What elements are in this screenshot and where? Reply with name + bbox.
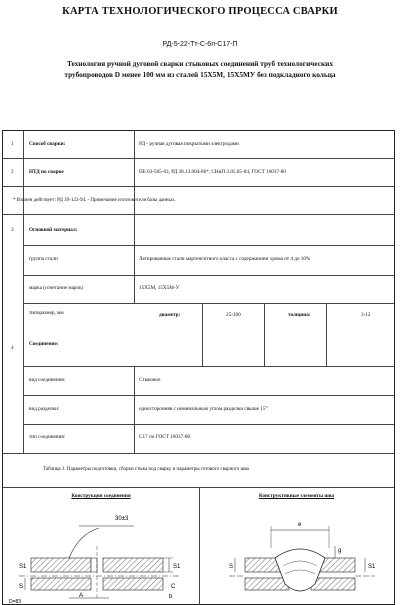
thickness-value: 3-12 — [361, 312, 371, 318]
footnote: * Взамен действует: РД 39-122-94. - Примечание изготовителя базы данных. — [13, 198, 176, 203]
col-divider — [264, 303, 265, 366]
col-divider — [134, 131, 135, 303]
row-divider — [23, 395, 394, 396]
diameter-value: 25-100 — [226, 312, 241, 318]
col-divider — [134, 366, 135, 453]
weld-method-value: РД - ручная дуговая покрытыми электродами — [139, 141, 239, 147]
row-number: 3 — [11, 227, 14, 233]
col-divider — [202, 303, 203, 366]
left-panel-title: Конструкция соединения — [71, 493, 131, 499]
weld-elements-drawing — [205, 506, 391, 604]
technology-line-2: трубопроводов D менее 100 мм из сталей 15Х5М, 15Х5МУ без подкладного кольца — [64, 70, 336, 79]
steel-group-label: группа стали — [29, 256, 58, 262]
edge-prep-value: односторонняя с номинальным углом разделки свыше 15° — [139, 406, 268, 412]
ntd-value: ПБ 03-585-03, РД 38.13.004-86*, СНиП 3.05.05-84, ГОСТ 16037-80 — [139, 169, 286, 175]
row-divider — [23, 275, 394, 276]
g-label: g — [338, 548, 342, 554]
col-divider — [199, 487, 200, 605]
joint-construction-drawing — [9, 506, 195, 604]
row-number: 4 — [11, 345, 14, 351]
row-divider — [3, 186, 394, 187]
joint-mark-label: тип соединения: — [29, 434, 66, 440]
weld-method-label: Способ сварки: — [29, 141, 66, 147]
row-divider — [3, 214, 394, 215]
steel-grade-value: 15Х5М, 15Х5М-У — [139, 285, 180, 291]
base-material-label: Основной материал: — [29, 227, 78, 233]
technology-line-1: Технология ручной дуговой сварки стыковых соединений труб технологических — [66, 59, 334, 68]
row-divider — [23, 366, 394, 367]
joint-label: Соединение: — [29, 341, 59, 347]
row-divider — [23, 303, 394, 304]
document-code: РД-5-22-Тт-С-6п-С17-П — [162, 41, 238, 48]
c-label: C — [171, 584, 176, 590]
right-panel-title: Конструктивные элементы шва — [258, 493, 335, 499]
technology-description — [4, 58, 396, 80]
size-label: типоразмер, мм — [29, 310, 64, 316]
s-left-label: S — [19, 584, 24, 590]
s1-right-dim-label: S1 — [173, 564, 181, 570]
bevel-dimension-label: 30±3 — [115, 516, 129, 522]
s1-left-label: S1 — [19, 564, 27, 570]
s-right-label: S — [229, 564, 234, 570]
steel-group-value: Легированные стали мартенситного класса с содержанием хрома от 4 до 10% — [139, 256, 311, 262]
joint-type-label: вид соединения: — [29, 377, 66, 383]
diameter-label: диаметр: — [159, 312, 181, 318]
thickness-label: толщина: — [288, 312, 311, 318]
s1-right-label: S1 — [368, 564, 376, 570]
row-divider — [3, 453, 394, 454]
row-divider — [23, 245, 394, 246]
a-label: A — [79, 593, 84, 599]
row-divider — [3, 158, 394, 159]
joint-type-value: Стыковое — [139, 377, 161, 383]
row-number: 1 — [11, 141, 14, 147]
edge-prep-label: вид разделки: — [29, 406, 60, 412]
e-label: e — [298, 522, 302, 528]
col-divider — [326, 303, 327, 366]
steel-grade-label: марка (сочетание марок) — [29, 285, 84, 291]
process-table — [2, 130, 395, 605]
table3-caption: Таблица 3. Параметры подготовки, сборки стыка под сварку и параметры готового сварного шва — [43, 467, 249, 472]
b-label: b — [169, 594, 173, 600]
row-divider — [23, 424, 394, 425]
joint-mark-value: С17 по ГОСТ 16037-80 — [139, 434, 191, 440]
row-number: 2 — [11, 169, 14, 175]
col-divider — [23, 131, 24, 453]
diameter-note: D=83 — [9, 599, 22, 604]
ntd-label: НТД по сварке — [29, 169, 64, 175]
document-title: КАРТА ТЕХНОЛОГИЧЕСКОГО ПРОЦЕССА СВАРКИ — [62, 6, 338, 17]
